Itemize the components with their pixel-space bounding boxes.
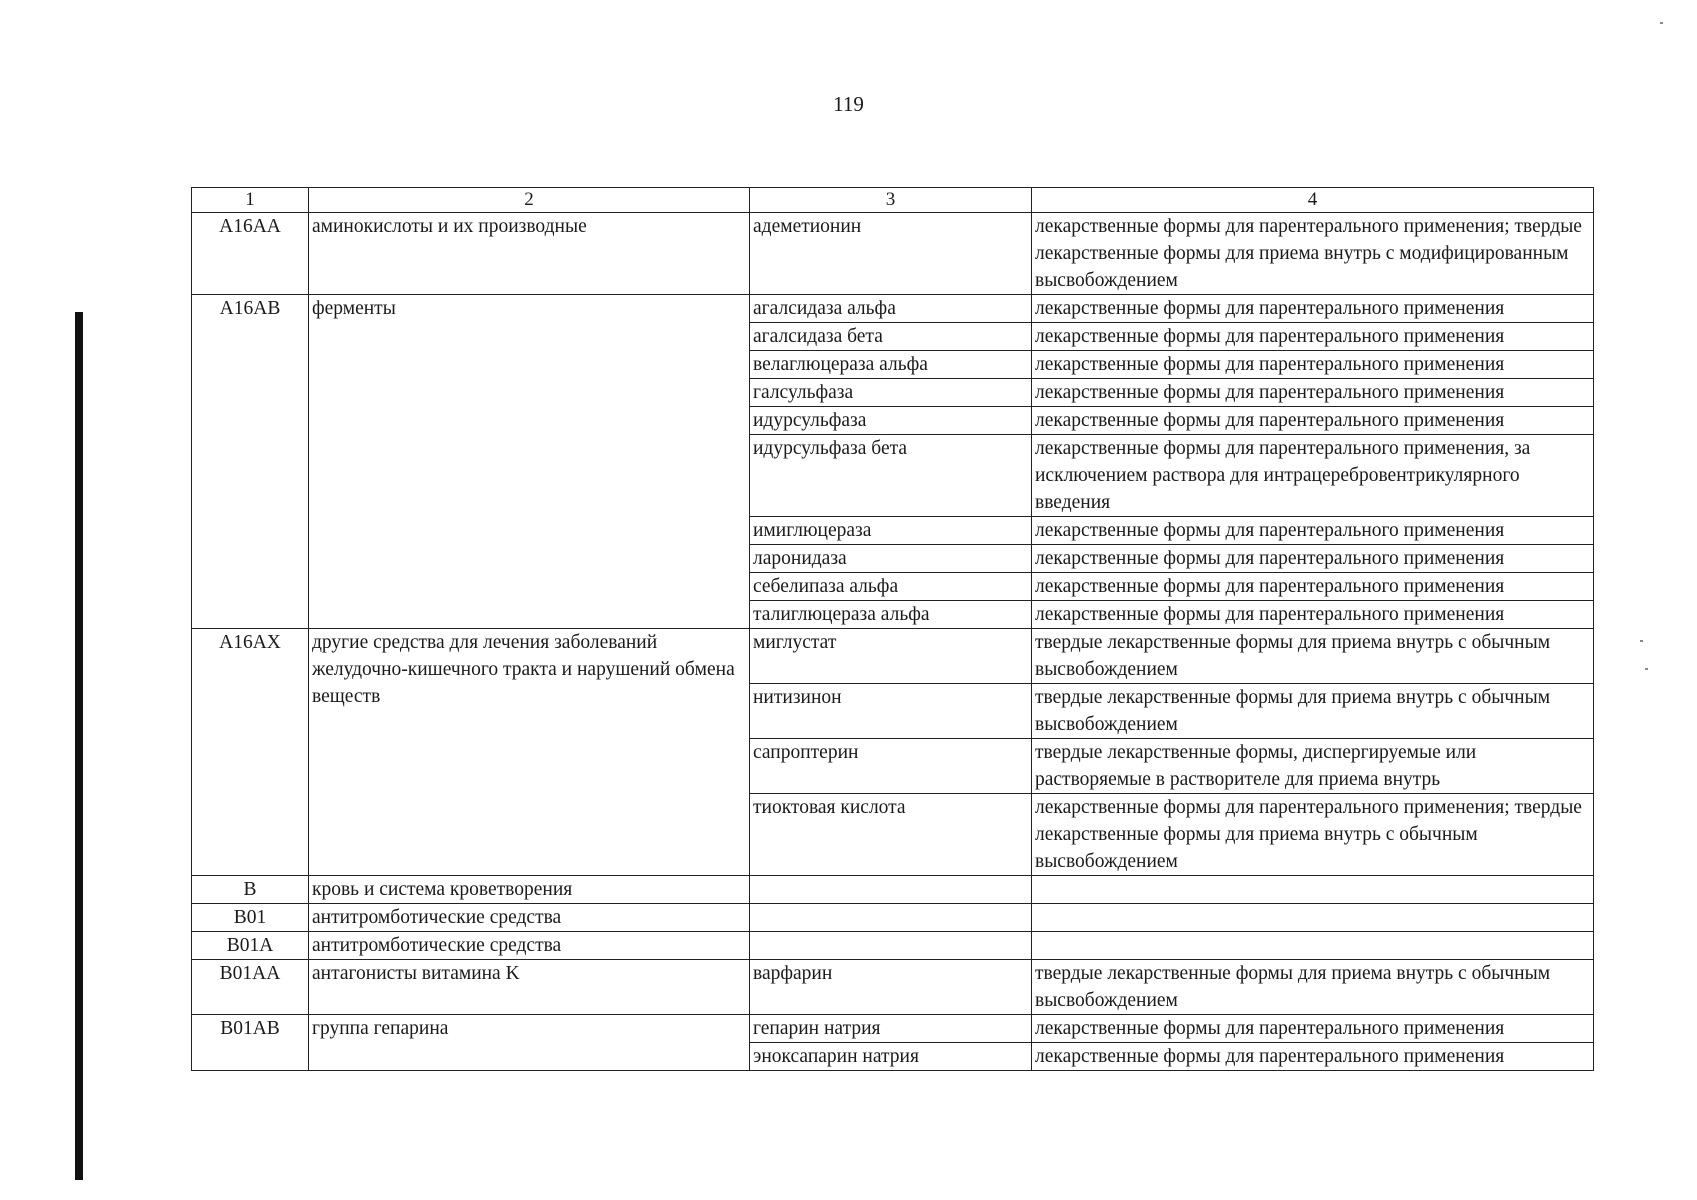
dosage-form-cell: лекарственные формы для парентерального применения; твердые лекарственные формы для приема внутрь с обычным высвобождением [1032, 794, 1594, 876]
dosage-form-cell: лекарственные формы для парентерального применения [1032, 351, 1594, 379]
dosage-form-cell [1032, 904, 1594, 932]
scan-speck [1640, 640, 1643, 642]
atc-code-cell: A16AA [192, 213, 309, 295]
scan-speck [1660, 22, 1663, 24]
table-row [192, 932, 1594, 960]
drug-name-cell: велаглюцераза альфа [750, 351, 1032, 379]
dosage-form-cell: лекарственные формы для парентерального применения; твердые лекарственные формы для приема внутрь с модифицированным высвобождением [1032, 213, 1594, 295]
table-row [192, 295, 1594, 323]
drug-name-cell: варфарин [750, 960, 1032, 1015]
page-number: 119 [833, 92, 864, 116]
dosage-form-cell: лекарственные формы для парентерального применения [1032, 323, 1594, 351]
dosage-form-cell: лекарственные формы для парентерального применения [1032, 379, 1594, 407]
drug-name-cell [750, 904, 1032, 932]
drug-name-cell: ларонидаза [750, 545, 1032, 573]
drug-name-cell: тиоктовая кислота [750, 794, 1032, 876]
drug-name-cell: адеметионин [750, 213, 1032, 295]
dosage-form-cell: лекарственные формы для парентерального применения [1032, 295, 1594, 323]
drug-name-cell [750, 876, 1032, 904]
atc-code-cell: B01AB [192, 1015, 309, 1071]
dosage-form-cell: твердые лекарственные формы для приема внутрь с обычным высвобождением [1032, 960, 1594, 1015]
scan-speck [1645, 668, 1648, 670]
dosage-form-cell [1032, 876, 1594, 904]
drug-name-cell [750, 932, 1032, 960]
table-row [192, 960, 1594, 1015]
drug-name-cell: миглустат [750, 629, 1032, 684]
group-name-cell: аминокислоты и их производные [309, 213, 750, 295]
atc-code-cell: B01A [192, 932, 309, 960]
group-name-cell: кровь и система кроветворения [309, 876, 750, 904]
dosage-form-cell: лекарственные формы для парентерального применения [1032, 545, 1594, 573]
drug-name-cell: гепарин натрия [750, 1015, 1032, 1043]
dosage-form-cell: лекарственные формы для парентерального применения [1032, 407, 1594, 435]
atc-code-cell: A16AB [192, 295, 309, 629]
dosage-form-cell: лекарственные формы для парентерального применения, за исключением раствора для интрацеребровентрикулярного введения [1032, 435, 1594, 517]
drug-name-cell: сапроптерин [750, 739, 1032, 794]
dosage-form-cell: лекарственные формы для парентерального применения [1032, 1015, 1594, 1043]
group-name-cell: антагонисты витамина K [309, 960, 750, 1015]
drug-name-cell: себелипаза альфа [750, 573, 1032, 601]
column-header-2: 2 [309, 188, 750, 213]
group-name-cell: группа гепарина [309, 1015, 750, 1071]
drug-name-cell: нитизинон [750, 684, 1032, 739]
dosage-form-cell: твердые лекарственные формы, диспергируемые или растворяемые в растворителе для приема внутрь [1032, 739, 1594, 794]
dosage-form-cell: лекарственные формы для парентерального применения [1032, 573, 1594, 601]
scan-edge-shadow [75, 312, 83, 1180]
table-row [192, 904, 1594, 932]
dosage-form-cell: лекарственные формы для парентерального применения [1032, 601, 1594, 629]
table-row [192, 629, 1594, 684]
drug-name-cell: эноксапарин натрия [750, 1043, 1032, 1071]
table-body [192, 188, 1594, 1071]
drug-name-cell: талиглюцераза альфа [750, 601, 1032, 629]
atc-code-cell: B01 [192, 904, 309, 932]
column-header-3: 3 [750, 188, 1032, 213]
dosage-form-cell: лекарственные формы для парентерального применения [1032, 1043, 1594, 1071]
group-name-cell: другие средства для лечения заболеваний желудочно-кишечного тракта и нарушений обмена веществ [309, 629, 750, 876]
group-name-cell: антитромботические средства [309, 904, 750, 932]
drug-name-cell: галсульфаза [750, 379, 1032, 407]
drug-name-cell: агалсидаза альфа [750, 295, 1032, 323]
atc-code-cell: B [192, 876, 309, 904]
group-name-cell: антитромботические средства [309, 932, 750, 960]
dosage-form-cell [1032, 932, 1594, 960]
atc-code-cell: A16AX [192, 629, 309, 876]
drug-name-cell: идурсульфаза бета [750, 435, 1032, 517]
drug-name-cell: агалсидаза бета [750, 323, 1032, 351]
table-row [192, 213, 1594, 295]
dosage-form-cell: лекарственные формы для парентерального применения [1032, 517, 1594, 545]
table-row [192, 1015, 1594, 1043]
dosage-form-cell: твердые лекарственные формы для приема внутрь с обычным высвобождением [1032, 684, 1594, 739]
atc-code-cell: B01AA [192, 960, 309, 1015]
drug-classification-table [191, 187, 1594, 1071]
drug-name-cell: имиглюцераза [750, 517, 1032, 545]
table-row [192, 876, 1594, 904]
group-name-cell: ферменты [309, 295, 750, 629]
column-header-1: 1 [192, 188, 309, 213]
header-row [192, 188, 1594, 213]
column-header-4: 4 [1032, 188, 1594, 213]
drug-name-cell: идурсульфаза [750, 407, 1032, 435]
dosage-form-cell: твердые лекарственные формы для приема внутрь с обычным высвобождением [1032, 629, 1594, 684]
